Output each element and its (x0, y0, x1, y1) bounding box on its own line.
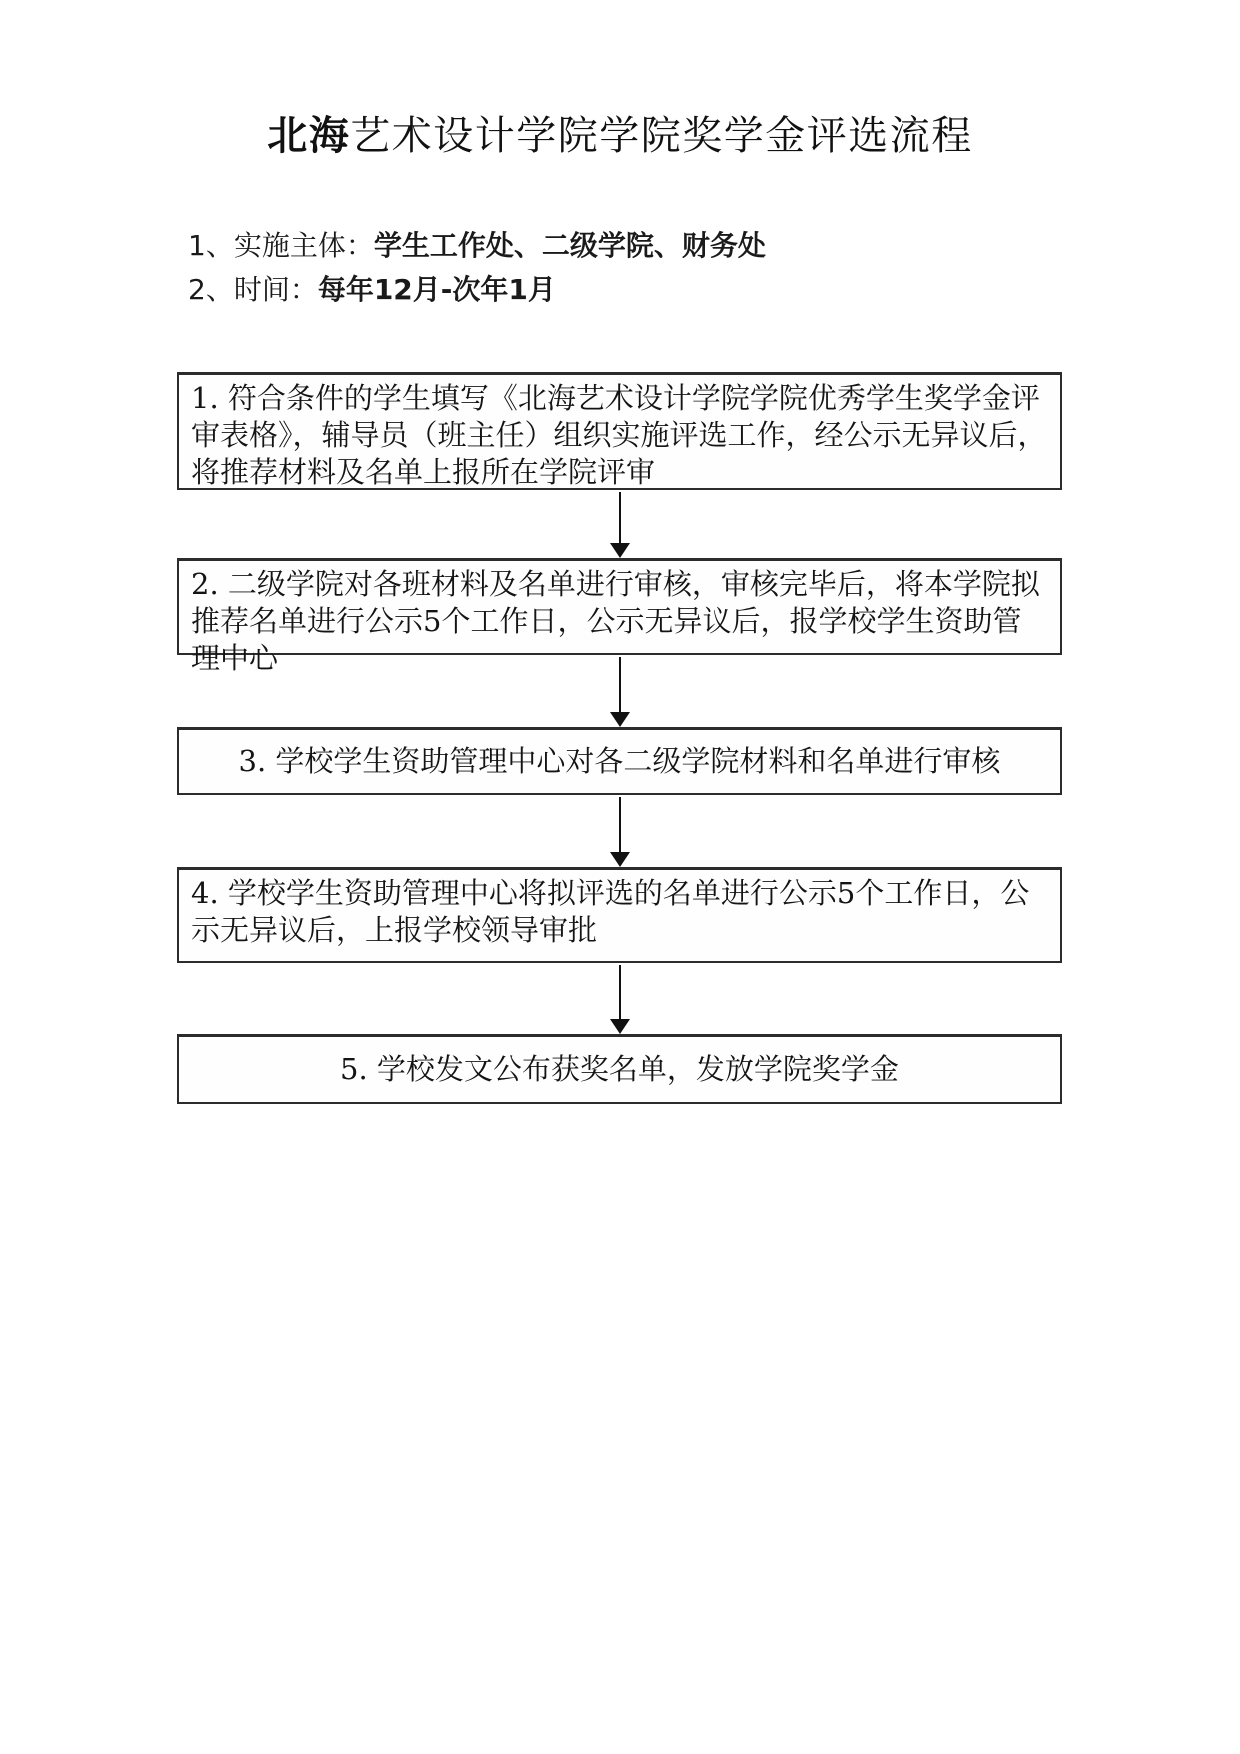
meta-line-implementing-body (188, 224, 766, 264)
flow-step-box-3 (177, 727, 1062, 795)
flow-step-text: 1. 符合条件的学生填写《北海艺术设计学院学院优秀学生奖学金评审表格》，辅导员（班主任）组织实施评选工作，经公示无异议后，将推荐材料及名单上报所在学院评审 (191, 381, 1047, 489)
flow-step-text: 5. 学校发文公布获奖名单，发放学院奖学金 (340, 1052, 899, 1086)
down-arrow-icon (610, 1019, 630, 1034)
flow-step-box-1 (177, 372, 1062, 490)
flow-step-text: 4. 学校学生资助管理中心将拟评选的名单进行公示5个工作日，公示无异议后，上报学校领导审批 (191, 876, 1030, 947)
down-arrow-icon (610, 852, 630, 867)
meta-line-time (188, 268, 556, 308)
down-arrow-line (619, 492, 621, 545)
down-arrow-line (619, 657, 621, 713)
flow-step-box-4 (177, 867, 1062, 963)
down-arrow-line (619, 965, 621, 1020)
flow-step-box-5 (177, 1034, 1062, 1104)
flow-step-text: 3. 学校学生资助管理中心对各二级学院材料和名单进行审核 (238, 744, 1001, 778)
page-title-rest-segment: 艺术设计学院学院奖学金评选流程 (350, 113, 973, 159)
flow-step-text: 2. 二级学院对各班材料及名单进行审核，审核完毕后，将本学院拟推荐名单进行公示5个工作日，公示无异议后，报学校学生资助管理中心 (191, 567, 1040, 675)
down-arrow-icon (610, 712, 630, 727)
meta-label: 2、时间： (188, 273, 318, 306)
page-title (0, 104, 1240, 161)
meta-value: 每年12月-次年1月 (317, 273, 556, 306)
down-arrow-icon (610, 543, 630, 558)
down-arrow-line (619, 797, 621, 853)
meta-value: 学生工作处、二级学院、财务处 (373, 229, 766, 262)
meta-label: 1、实施主体： (188, 229, 374, 262)
page-title-bold-segment: 北海 (267, 113, 351, 159)
flow-step-box-2 (177, 558, 1062, 675)
